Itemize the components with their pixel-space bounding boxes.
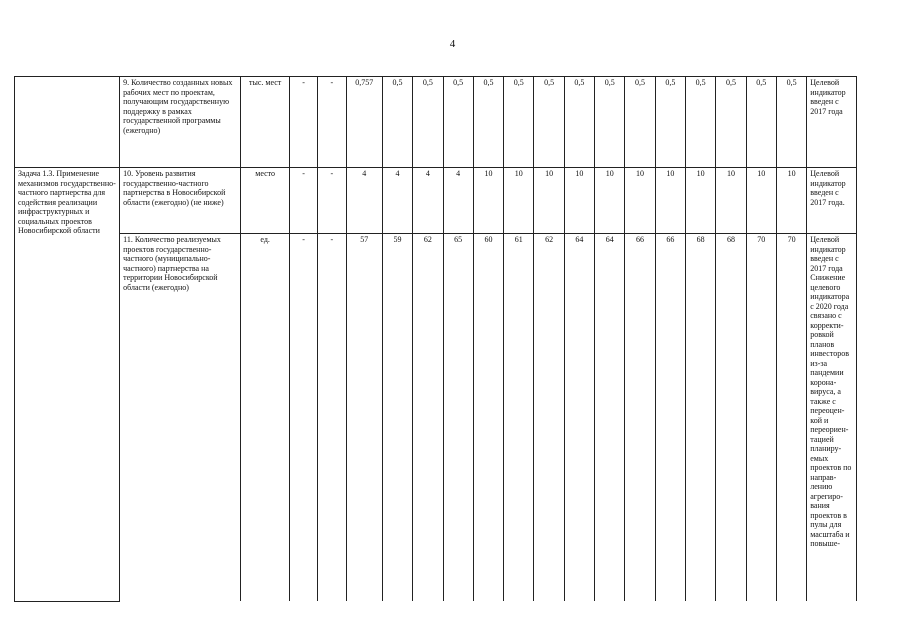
table-row <box>15 168 857 234</box>
value-cell: 0,5 <box>686 77 716 168</box>
value-cell: 4 <box>382 168 412 234</box>
value-cell: 70 <box>776 234 806 602</box>
value-cell: 10 <box>564 168 594 234</box>
value-cell: 0,5 <box>716 77 746 168</box>
value-cell: - <box>318 77 346 168</box>
value-cell: 4 <box>346 168 382 234</box>
value-cell: 0,5 <box>776 77 806 168</box>
value-cell: 70 <box>746 234 776 602</box>
value-cell: 0,5 <box>564 77 594 168</box>
value-cell: 0,5 <box>473 77 503 168</box>
value-cell: 4 <box>443 168 473 234</box>
value-cell: 0,5 <box>413 77 443 168</box>
table-row <box>15 77 857 168</box>
value-cell: 62 <box>413 234 443 602</box>
value-cell: 0,5 <box>504 77 534 168</box>
note-cell: Целевой индикатор введен с 2017 года <box>807 77 857 168</box>
value-cell: 0,757 <box>346 77 382 168</box>
value-cell: 10 <box>534 168 564 234</box>
value-cell: 65 <box>443 234 473 602</box>
unit-cell: ед. <box>241 234 290 602</box>
indicator-cell: 11. Количество реализуемых проектов государственно-частного (муниципально-частного) партнерства на территории Новосибирской области (ежегодно) <box>120 234 241 602</box>
indicator-cell: 10. Уровень развития государственно-частного партнерства в Новосибирской области (ежегодно) (не ниже) <box>120 168 241 234</box>
task-cell <box>15 77 120 168</box>
value-cell: 61 <box>504 234 534 602</box>
value-cell: 59 <box>382 234 412 602</box>
value-cell: 10 <box>746 168 776 234</box>
note-cell: Целевой индикатор введен с 2017 года. <box>807 168 857 234</box>
unit-cell: место <box>241 168 290 234</box>
value-cell: 10 <box>716 168 746 234</box>
value-cell: 0,5 <box>625 77 655 168</box>
value-cell: 57 <box>346 234 382 602</box>
value-cell: 62 <box>534 234 564 602</box>
value-cell: 64 <box>595 234 625 602</box>
value-cell: 10 <box>655 168 685 234</box>
value-cell: 60 <box>473 234 503 602</box>
value-cell: 0,5 <box>443 77 473 168</box>
value-cell: - <box>318 168 346 234</box>
unit-cell: тыс. мест <box>241 77 290 168</box>
value-cell: 0,5 <box>595 77 625 168</box>
note-cell: Целевой индикатор введен с 2017 года Снижение целевого индикатора с 2020 года связано с корректи-ровкой планов инвесторов из-за пандемии корона-вируса, а также с переоцен-кой и переориен-тацией планиру-емых проектов по направ-лению агрегиро-вания проектов в пулы для масштаба и повыше- <box>807 234 857 602</box>
value-cell: 64 <box>564 234 594 602</box>
page-number: 4 <box>449 38 456 50</box>
task-cell: Задача 1.3. Применение механизмов государственно-частного партнерства для содействия реализации инфраструктурных и социальных проектов Новосибирской области <box>15 168 120 602</box>
value-cell: 66 <box>625 234 655 602</box>
value-cell: - <box>289 234 317 602</box>
indicator-cell: 9. Количество созданных новых рабочих мест по проектам, получающим государственную поддержку в рамках государственной программы (ежегодно) <box>120 77 241 168</box>
indicators-table <box>14 76 857 602</box>
value-cell: 10 <box>776 168 806 234</box>
value-cell: - <box>318 234 346 602</box>
value-cell: - <box>289 77 317 168</box>
value-cell: 10 <box>625 168 655 234</box>
value-cell: 66 <box>655 234 685 602</box>
value-cell: - <box>289 168 317 234</box>
value-cell: 4 <box>413 168 443 234</box>
value-cell: 10 <box>504 168 534 234</box>
table-row <box>15 234 857 602</box>
value-cell: 10 <box>686 168 716 234</box>
value-cell: 10 <box>595 168 625 234</box>
value-cell: 0,5 <box>534 77 564 168</box>
value-cell: 0,5 <box>655 77 685 168</box>
value-cell: 10 <box>473 168 503 234</box>
value-cell: 68 <box>716 234 746 602</box>
value-cell: 68 <box>686 234 716 602</box>
value-cell: 0,5 <box>382 77 412 168</box>
value-cell: 0,5 <box>746 77 776 168</box>
